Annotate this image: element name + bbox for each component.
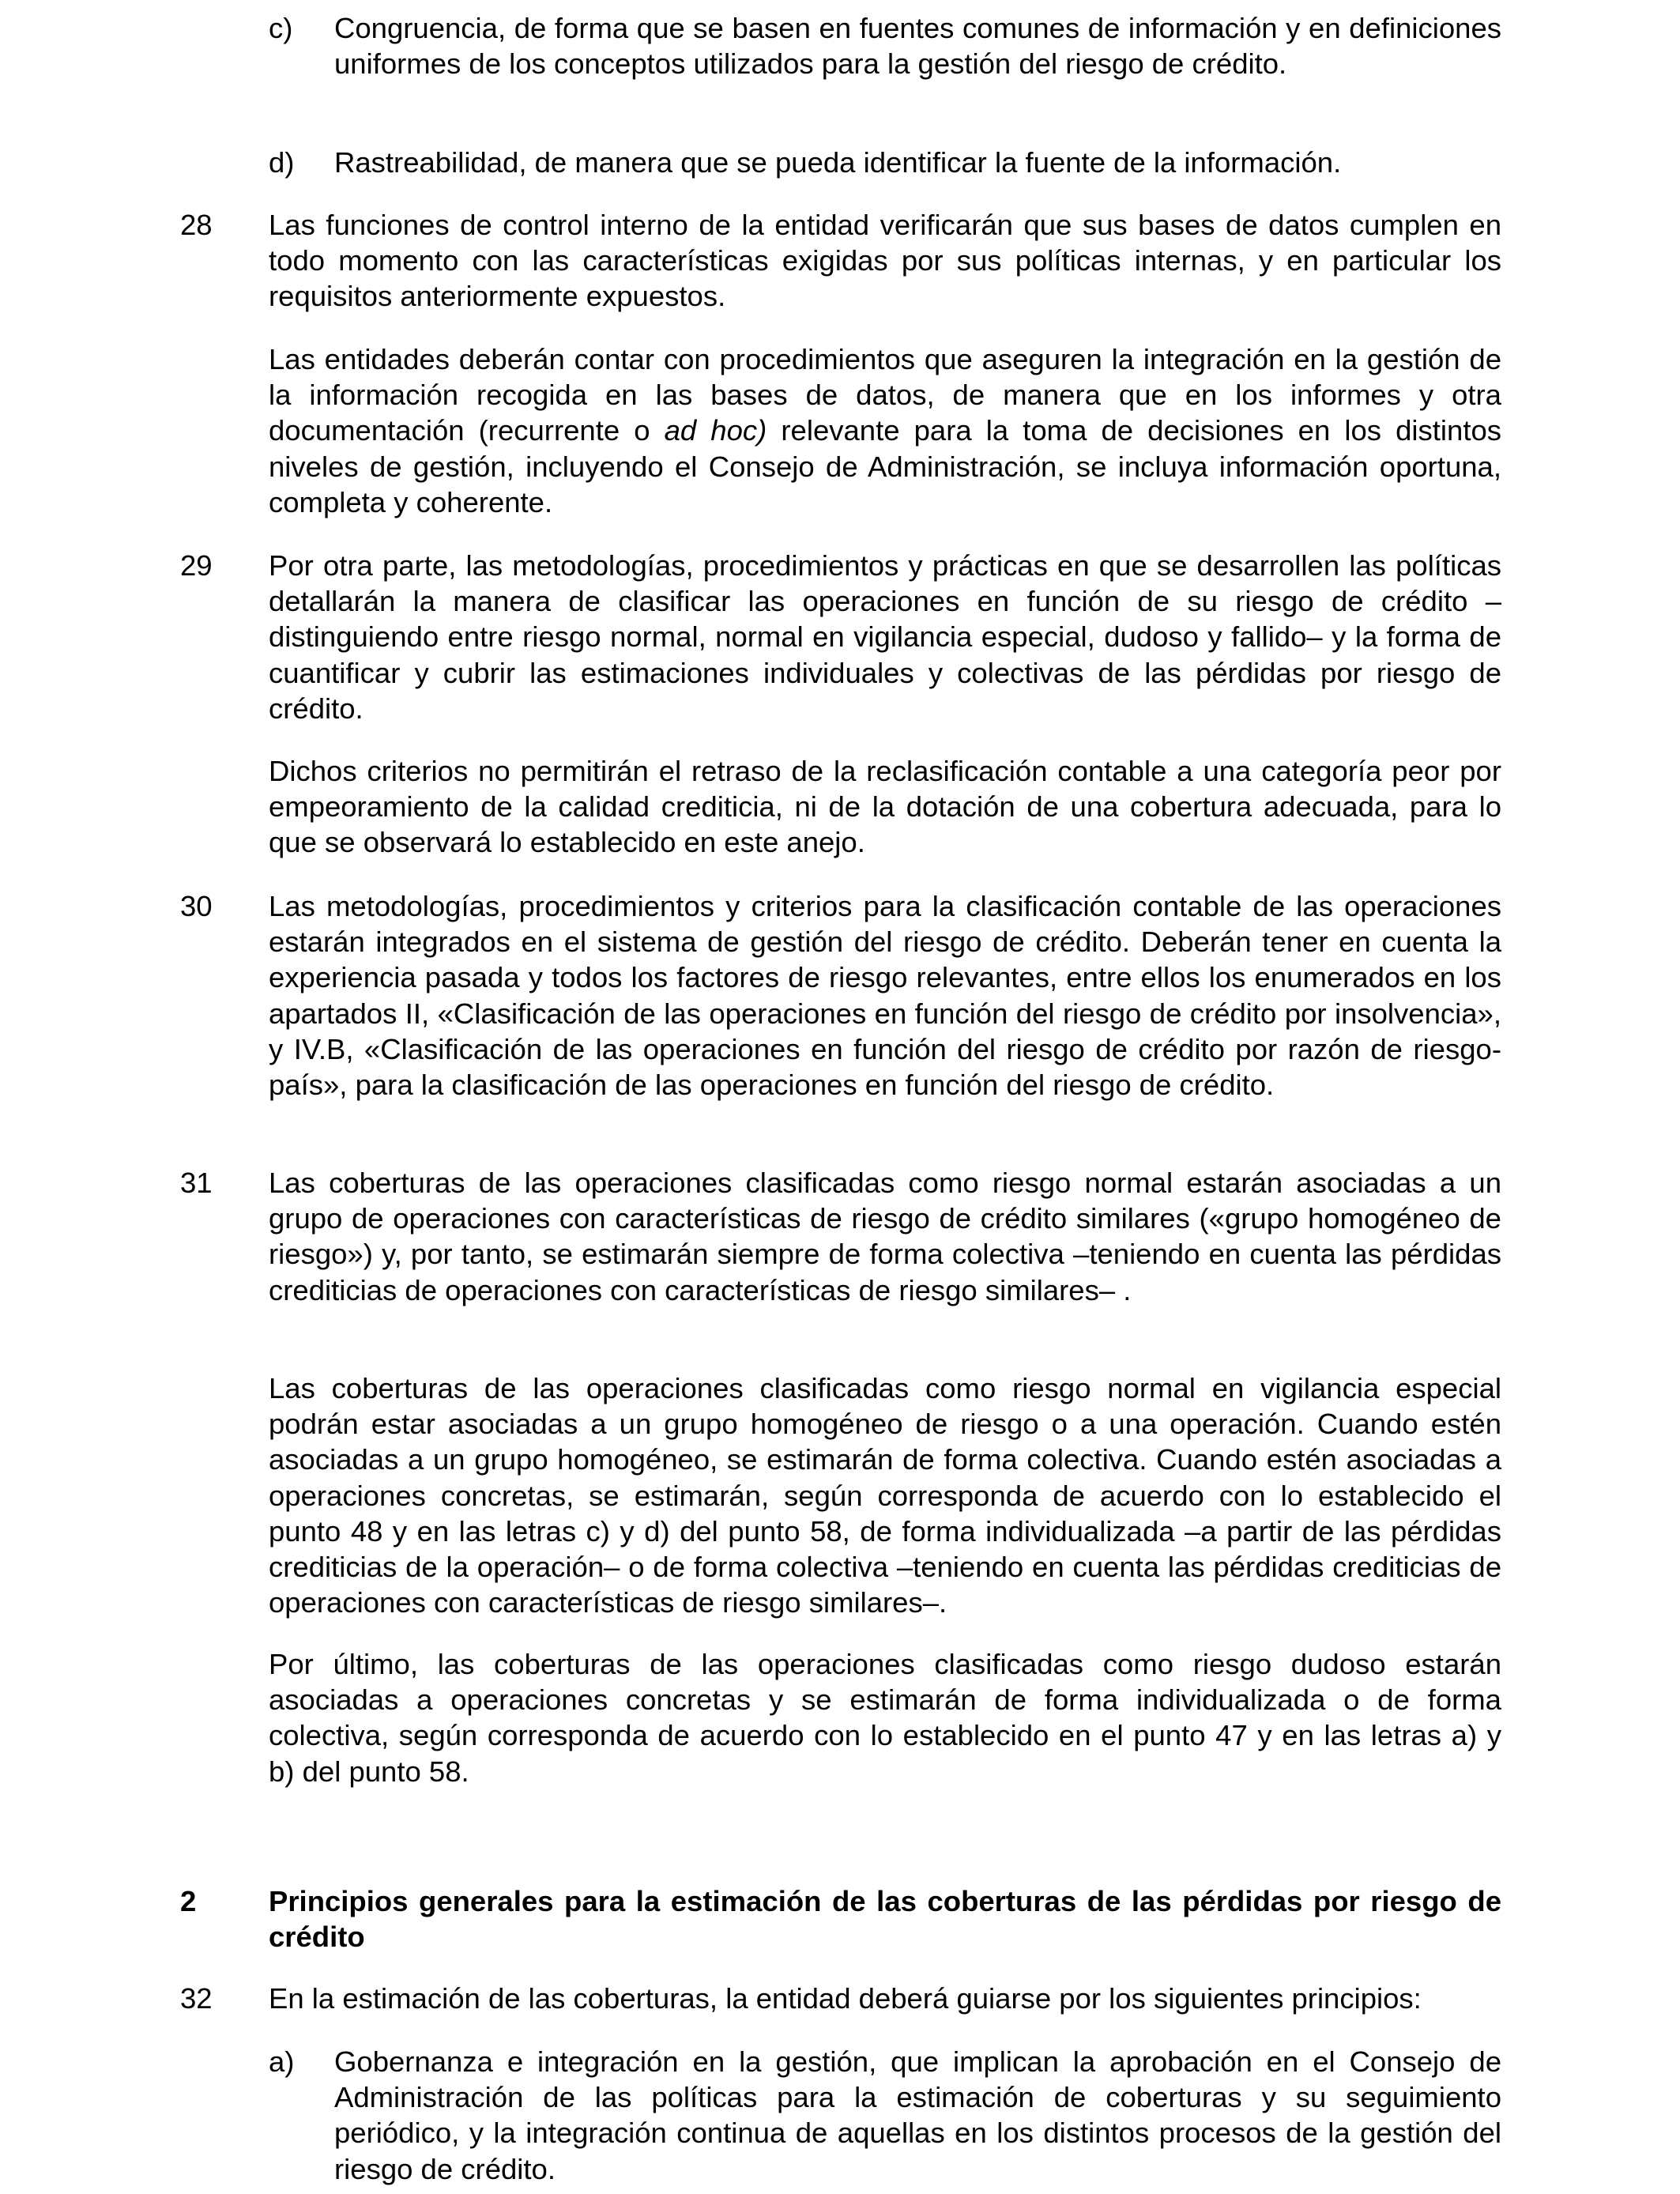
paragraph-29-continued: Dichos criterios no permitirán el retraso de la reclasificación contable a una categoría peor por empeoramiento de la calidad crediticia, ni de la dotación de una cobertura adecuada, para lo que se observará lo establecido en este anejo. xyxy=(269,755,1501,859)
paragraph-number: 31 xyxy=(180,1167,213,1199)
list-item-label: d) xyxy=(269,146,295,179)
paragraph-number: 32 xyxy=(180,1982,213,2015)
paragraph-number: 30 xyxy=(180,890,213,922)
italic-term: ad hoc) xyxy=(664,414,767,447)
paragraph-32: En la estimación de las coberturas, la entidad deberá guiarse por los siguientes principios: xyxy=(269,1982,1422,2015)
paragraph-number: 28 xyxy=(180,209,213,241)
paragraph-28-continued: Las entidades deberán contar con procedimientos que aseguren la integración en la gestión de la información recogida en las bases de datos, de manera que en los informes y otra documentación (recurrente o ad hoc) relevante para la toma de decisiones en los distintos niveles de gestión, incluyendo el Consejo de Administración, se incluya información oportuna, completa y coherente. xyxy=(269,343,1502,518)
paragraph-29: Por otra parte, las metodologías, procedimientos y prácticas en que se desarrollen las políticas detallarán la manera de clasificar las operaciones en función de su riesgo de crédito –distinguiendo entre riesgo normal, normal en vigilancia especial, dudoso y fallido– y la forma de cuantificar y cubrir las estimaciones individuales y colectivas de las pérdidas por riesgo de crédito. xyxy=(269,549,1501,725)
section-heading: Principios generales para la estimación de las coberturas de las pérdidas por riesgo de crédito xyxy=(269,1885,1501,1954)
list-item-label: c) xyxy=(269,12,293,44)
paragraph-28: Las funciones de control interno de la entidad verificarán que sus bases de datos cumplen en todo momento con las características exigidas por sus políticas internas, y en particular los requisitos anteriormente expuestos. xyxy=(269,209,1501,313)
paragraph-31-continued-2: Por último, las coberturas de las operaciones clasificadas como riesgo dudoso estarán asociadas a operaciones concretas y se estimarán de forma individualizada o de forma colectiva, según corresponda de acuerdo con lo establecido en el punto 47 y en las letras a) y b) del punto 58. xyxy=(269,1648,1501,1788)
list-item-label: a) xyxy=(269,2045,295,2078)
list-item-text: Rastreabilidad, de manera que se pueda identificar la fuente de la información. xyxy=(334,146,1342,179)
paragraph-31-continued-1: Las coberturas de las operaciones clasificadas como riesgo normal en vigilancia especial podrán estar asociadas a un grupo homogéneo de riesgo o a una operación. Cuando estén asociadas a un grupo homogéneo, se estimarán de forma colectiva. Cuando estén asociadas a operaciones concretas, se estimarán, según corresponda de acuerdo con lo establecido el punto 48 y en las letras c) y d) del punto 58, de forma individualizada –a partir de las pérdidas crediticias de la operación– o de forma colectiva –teniendo en cuenta las pérdidas crediticias de operaciones con características de riesgo similares–. xyxy=(269,1372,1501,1619)
paragraph-number: 29 xyxy=(180,549,213,582)
paragraph-30: Las metodologías, procedimientos y criterios para la clasificación contable de las operaciones estarán integrados en el sistema de gestión del riesgo de crédito. Deberán tener en cuenta la experiencia pasada y todos los factores de riesgo relevantes, entre ellos los enumerados en los apartados II, «Clasificación de las operaciones en función del riesgo de crédito por insolvencia», y IV.B, «Clasificación de las operaciones en función del riesgo de crédito por razón de riesgo-país», para la clasificación de las operaciones en función del riesgo de crédito. xyxy=(269,890,1501,1102)
list-item-text: Congruencia, de forma que se basen en fuentes comunes de información y en definiciones uniformes de los conceptos utilizados para la gestión del riesgo de crédito. xyxy=(334,12,1501,81)
list-item-text: Gobernanza e integración en la gestión, que implican la aprobación en el Consejo de Administración de las políticas para la estimación de coberturas y su seguimiento periódico, y la integración continua de aquellas en los distintos procesos de la gestión del riesgo de crédito. xyxy=(334,2045,1501,2185)
paragraph-31: Las coberturas de las operaciones clasificadas como riesgo normal estarán asociadas a un grupo de operaciones con características de riesgo de crédito similares («grupo homogéneo de riesgo») y, por tanto, se estimarán siempre de forma colectiva –teniendo en cuenta las pérdidas crediticias de operaciones con características de riesgo similares– . xyxy=(269,1167,1501,1306)
section-number: 2 xyxy=(180,1885,197,1917)
